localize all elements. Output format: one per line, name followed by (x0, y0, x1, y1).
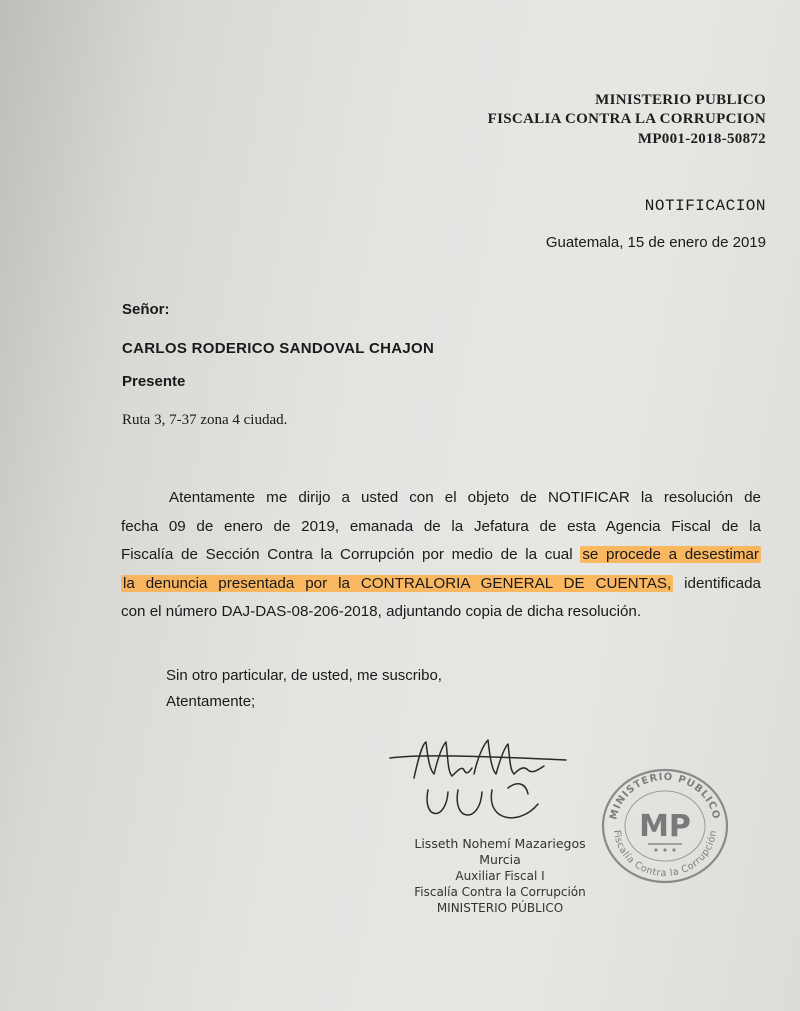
body-line-3-text: Fiscalía de Sección Contra la Corrupción por medio de la cual (121, 546, 573, 563)
body-line-2: fecha 09 de enero de 2019, emanada de la Jefatura de esta Agencia Fiscal de la (121, 517, 761, 535)
highlighted-text: la denuncia presentada por la CONTRALORIA GENERAL DE CUENTAS, (123, 574, 672, 592)
header-institution: MINISTERIO PUBLICO (595, 92, 766, 108)
header-case-number: MP001-2018-50872 (637, 131, 766, 147)
svg-text:MINISTERIO PUBLICO: MINISTERIO PUBLICO (608, 771, 722, 821)
body-paragraph (121, 484, 761, 627)
svg-text:Fiscalía Contra la Corrupción: Fiscalía Contra la Corrupción (611, 829, 720, 880)
signer-name: Lisseth Nohemí Mazariegos Murcia (414, 836, 586, 867)
signer-institution: MINISTERIO PÚBLICO (436, 901, 564, 915)
recipient-salutation: Señor: (122, 301, 170, 318)
document-date: Guatemala, 15 de enero de 2019 (545, 234, 766, 251)
signer-office: Fiscalía Contra la Corrupción (414, 885, 586, 899)
signer-block (400, 836, 600, 916)
body-line-1: Atentamente me dirijo a usted con el objeto de NOTIFICAR la resolución de (169, 489, 761, 506)
signer-title: Auxiliar Fiscal I (455, 869, 545, 883)
body-line-3 (121, 541, 761, 570)
recipient-presente: Presente (122, 373, 186, 390)
handwritten-signature (388, 730, 568, 830)
recipient-name: CARLOS RODERICO SANDOVAL CHAJON (122, 340, 435, 357)
recipient-address: Ruta 3, 7-37 zona 4 ciudad. (122, 412, 288, 428)
closing-line: Sin otro particular, de usted, me suscribo, (166, 667, 442, 684)
header-office: FISCALIA CONTRA LA CORRUPCION (487, 111, 766, 127)
closing (166, 663, 442, 715)
body-line-4-text: identificada (684, 574, 761, 592)
body-line-5: con el número DAJ-DAS-08-206-2018, adjuntando copia de dicha resolución. (121, 603, 642, 620)
official-stamp-seal (598, 766, 732, 886)
svg-text:MP: MP (639, 809, 691, 844)
document-type: NOTIFICACION (644, 197, 766, 215)
body-line-4 (121, 570, 761, 599)
closing-regards: Atentamente; (166, 693, 256, 710)
highlighted-text: se procede a desestimar (582, 546, 759, 563)
